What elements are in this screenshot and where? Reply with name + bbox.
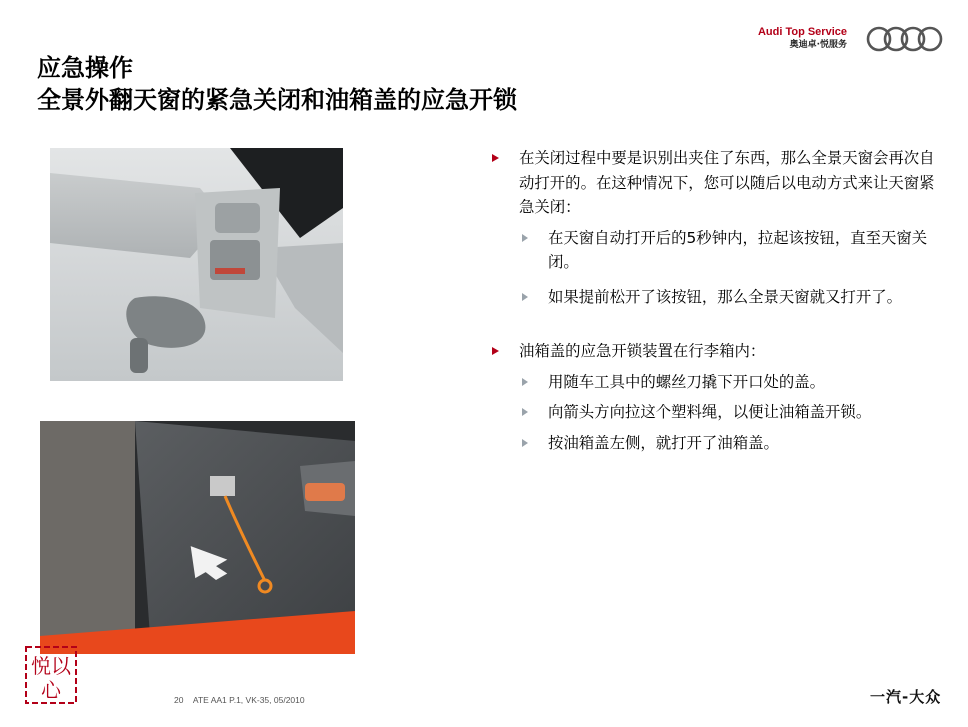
- footer-reference: [174, 695, 305, 705]
- title-line-1: 应急操作: [37, 54, 133, 82]
- sub-bullet-marker-icon: [522, 293, 528, 301]
- sub-bullet-text: 在天窗自动打开后的5秒钟内，拉起该按钮，直至天窗关闭。: [548, 228, 928, 271]
- sub-bullet: [488, 431, 948, 456]
- faw-vw-logo: 一汽-大众: [870, 688, 942, 706]
- bullet-sunroof-text: 在关闭过程中要是识别出夹住了东西，那么全景天窗会再次自动打开的。在这种情况下，您可以随后以电动方式来让天窗紧急关闭：: [519, 149, 935, 216]
- sub-bullet-marker-icon: [522, 408, 528, 416]
- instructions: [488, 146, 948, 455]
- sub-bullet-marker-icon: [522, 378, 528, 386]
- reference-code: ATE AA1 P.1, VK-35, 05/2010: [192, 695, 305, 705]
- bullet-sunroof: [488, 146, 948, 220]
- sub-bullet: [488, 285, 948, 310]
- sub-bullet-marker-icon: [522, 234, 528, 242]
- brand-english: Audi Top Service: [757, 26, 847, 38]
- sub-bullet: [488, 400, 948, 425]
- svg-text:心: 心: [41, 678, 61, 702]
- audi-rings-logo: [865, 24, 945, 54]
- sub-bullet: [488, 370, 948, 395]
- svg-text:悦以: 悦以: [31, 654, 71, 678]
- bullet-marker-icon: [492, 154, 499, 162]
- bullet-fuel-cap: [488, 339, 948, 364]
- sub-bullet: [488, 226, 948, 275]
- audi-top-service-logo: [747, 26, 847, 51]
- roof-console-photo: [50, 148, 343, 381]
- page-number: 20: [174, 695, 184, 705]
- title-line-2: 全景外翻天窗的紧急关闭和油箱盖的应急开锁: [37, 86, 517, 114]
- sub-bullet-text: 用随车工具中的螺丝刀撬下开口处的盖。: [548, 372, 826, 391]
- brand-chinese: 奥迪卓·悦服务: [789, 40, 847, 50]
- bullet-marker-icon: [492, 347, 499, 355]
- sub-bullet-marker-icon: [522, 439, 528, 447]
- yue-yi-xin-seal-icon: [24, 645, 78, 705]
- page-title: [37, 52, 657, 116]
- sub-bullet-text: 按油箱盖左侧，就打开了油箱盖。: [548, 433, 779, 452]
- sub-bullet-text: 如果提前松开了该按钮，那么全景天窗就又打开了。: [548, 287, 902, 306]
- trunk-interior-photo: [40, 421, 355, 654]
- sub-bullet-text: 向箭头方向拉这个塑料绳，以便让油箱盖开锁。: [548, 403, 872, 421]
- bullet-fuel-cap-text: 油箱盖的应急开锁装置在行李箱内：: [519, 342, 766, 360]
